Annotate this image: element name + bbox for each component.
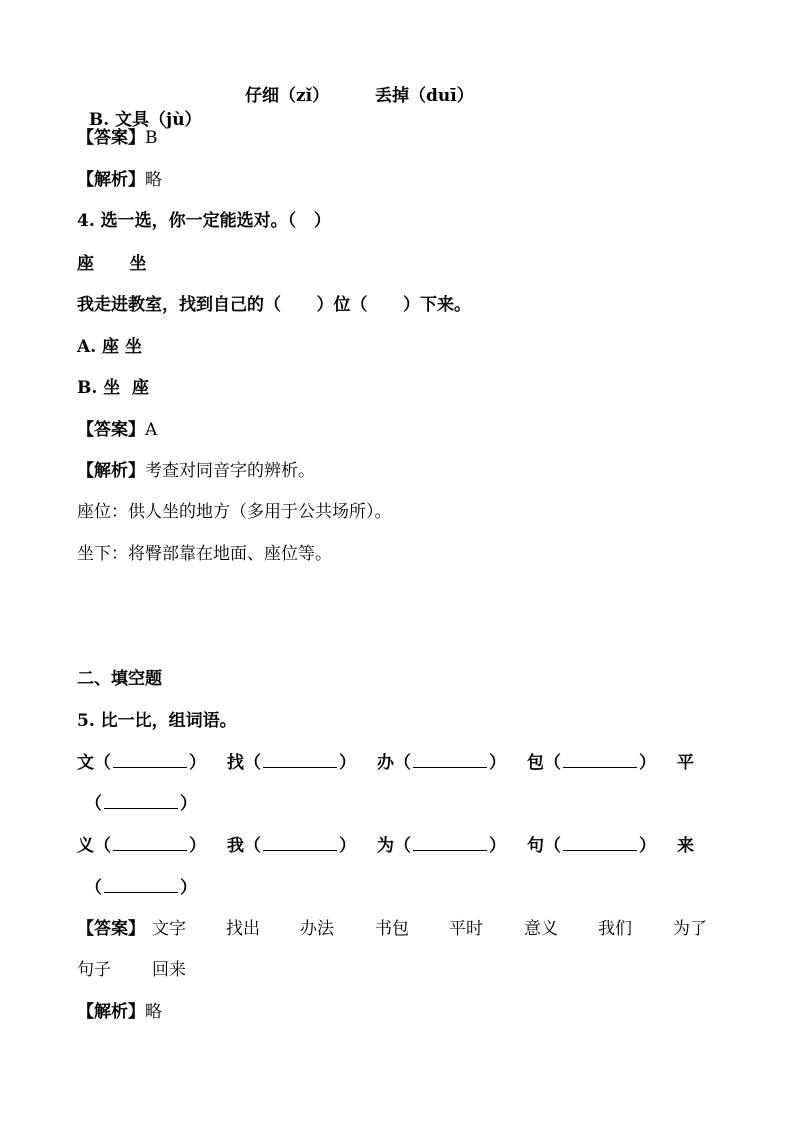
q3-answer — [77, 126, 158, 150]
q5-char: 平 — [677, 753, 694, 773]
fill-blank[interactable] — [563, 836, 637, 851]
analysis-label: 【解析】 — [77, 170, 145, 190]
q4-answer — [77, 418, 157, 442]
q5-cell: 句（ ） — [527, 836, 656, 856]
q5-cell: 义（ ） — [77, 836, 206, 856]
q5-cell: 我（ ） — [227, 836, 356, 856]
q3-option-b-part3: 丢掉（duī） — [375, 86, 474, 106]
q5-char: 句 — [527, 836, 544, 856]
fill-blank[interactable] — [104, 878, 178, 893]
q5-answer-word: 我们 — [598, 919, 632, 939]
q3-option-b-part2: 仔细（zǐ） — [245, 86, 330, 106]
q5-answer-word: 平时 — [449, 919, 483, 939]
q5-char: 来 — [677, 836, 694, 856]
q5-cell: （ ） — [85, 794, 197, 814]
analysis-value: 略 — [145, 1002, 162, 1022]
fill-blank[interactable] — [563, 753, 637, 768]
fill-blank[interactable] — [263, 753, 337, 768]
fill-blank[interactable] — [104, 794, 178, 809]
answer-value: B — [145, 128, 158, 148]
q4-question: 4. 选一选，你一定能选对。（ ） — [77, 211, 331, 231]
q5-char: 文 — [77, 753, 94, 773]
fill-blank[interactable] — [113, 836, 187, 851]
q5-cell: 找（ ） — [227, 753, 356, 773]
answer-label: 【答案】 — [77, 128, 145, 148]
q5-char: 包 — [527, 753, 544, 773]
answer-value: A — [145, 420, 158, 440]
q3-option-b-part1: B. 文具（jù） — [88, 110, 202, 130]
q5-answer-word: 找出 — [226, 919, 260, 939]
q5-cell: （ ） — [85, 878, 197, 898]
q4-analysis — [77, 459, 315, 483]
q5-char: 找 — [227, 753, 244, 773]
q5-cell: 办（ ） — [377, 753, 506, 773]
q5-answer-word: 文字 — [152, 919, 186, 939]
q3-option-b — [77, 84, 202, 132]
answer-label: 【答案】 — [77, 420, 145, 440]
q5-char: 我 — [227, 836, 244, 856]
q5-cell: 包（ ） — [527, 753, 656, 773]
q5-question: 5. 比一比，组词语。 — [77, 711, 237, 731]
q5-answer-word: 回来 — [152, 960, 186, 980]
analysis-value: 考查对同音字的辨析。 — [145, 461, 315, 481]
q5-answer-word: 办法 — [300, 919, 334, 939]
q5-answer — [77, 917, 145, 941]
q5-char: 为 — [377, 836, 394, 856]
q5-char: 办 — [377, 753, 394, 773]
q4-chars: 座 坐 — [77, 254, 147, 274]
q5-char: 义 — [77, 836, 94, 856]
analysis-label: 【解析】 — [77, 1002, 145, 1022]
q4-option-a: A. 座 坐 — [77, 337, 142, 357]
q5-answer-word: 书包 — [375, 919, 409, 939]
q4-option-b: B. 坐 座 — [77, 378, 150, 398]
analysis-label: 【解析】 — [77, 461, 145, 481]
q5-analysis — [77, 1000, 162, 1024]
analysis-value: 略 — [145, 170, 162, 190]
q5-answer-word: 为了 — [673, 919, 707, 939]
q4-note-1: 座位：供人坐的地方（多用于公共场所）。 — [77, 502, 392, 522]
answer-label: 【答案】 — [77, 919, 145, 939]
fill-blank[interactable] — [113, 753, 187, 768]
fill-blank[interactable] — [263, 836, 337, 851]
q5-cell: 为（ ） — [377, 836, 506, 856]
q3-analysis — [77, 168, 162, 192]
q5-answer-word: 意义 — [524, 919, 558, 939]
section-title: 二、填空题 — [77, 669, 162, 689]
fill-blank[interactable] — [413, 753, 487, 768]
fill-blank[interactable] — [413, 836, 487, 851]
q4-sentence: 我走进教室，找到自己的（ ）位（ ）下来。 — [77, 295, 472, 315]
q5-cell: 文（ ） — [77, 753, 206, 773]
q4-note-2: 坐下：将臀部靠在地面、座位等。 — [77, 544, 332, 564]
q5-answer-word: 句子 — [77, 960, 111, 980]
